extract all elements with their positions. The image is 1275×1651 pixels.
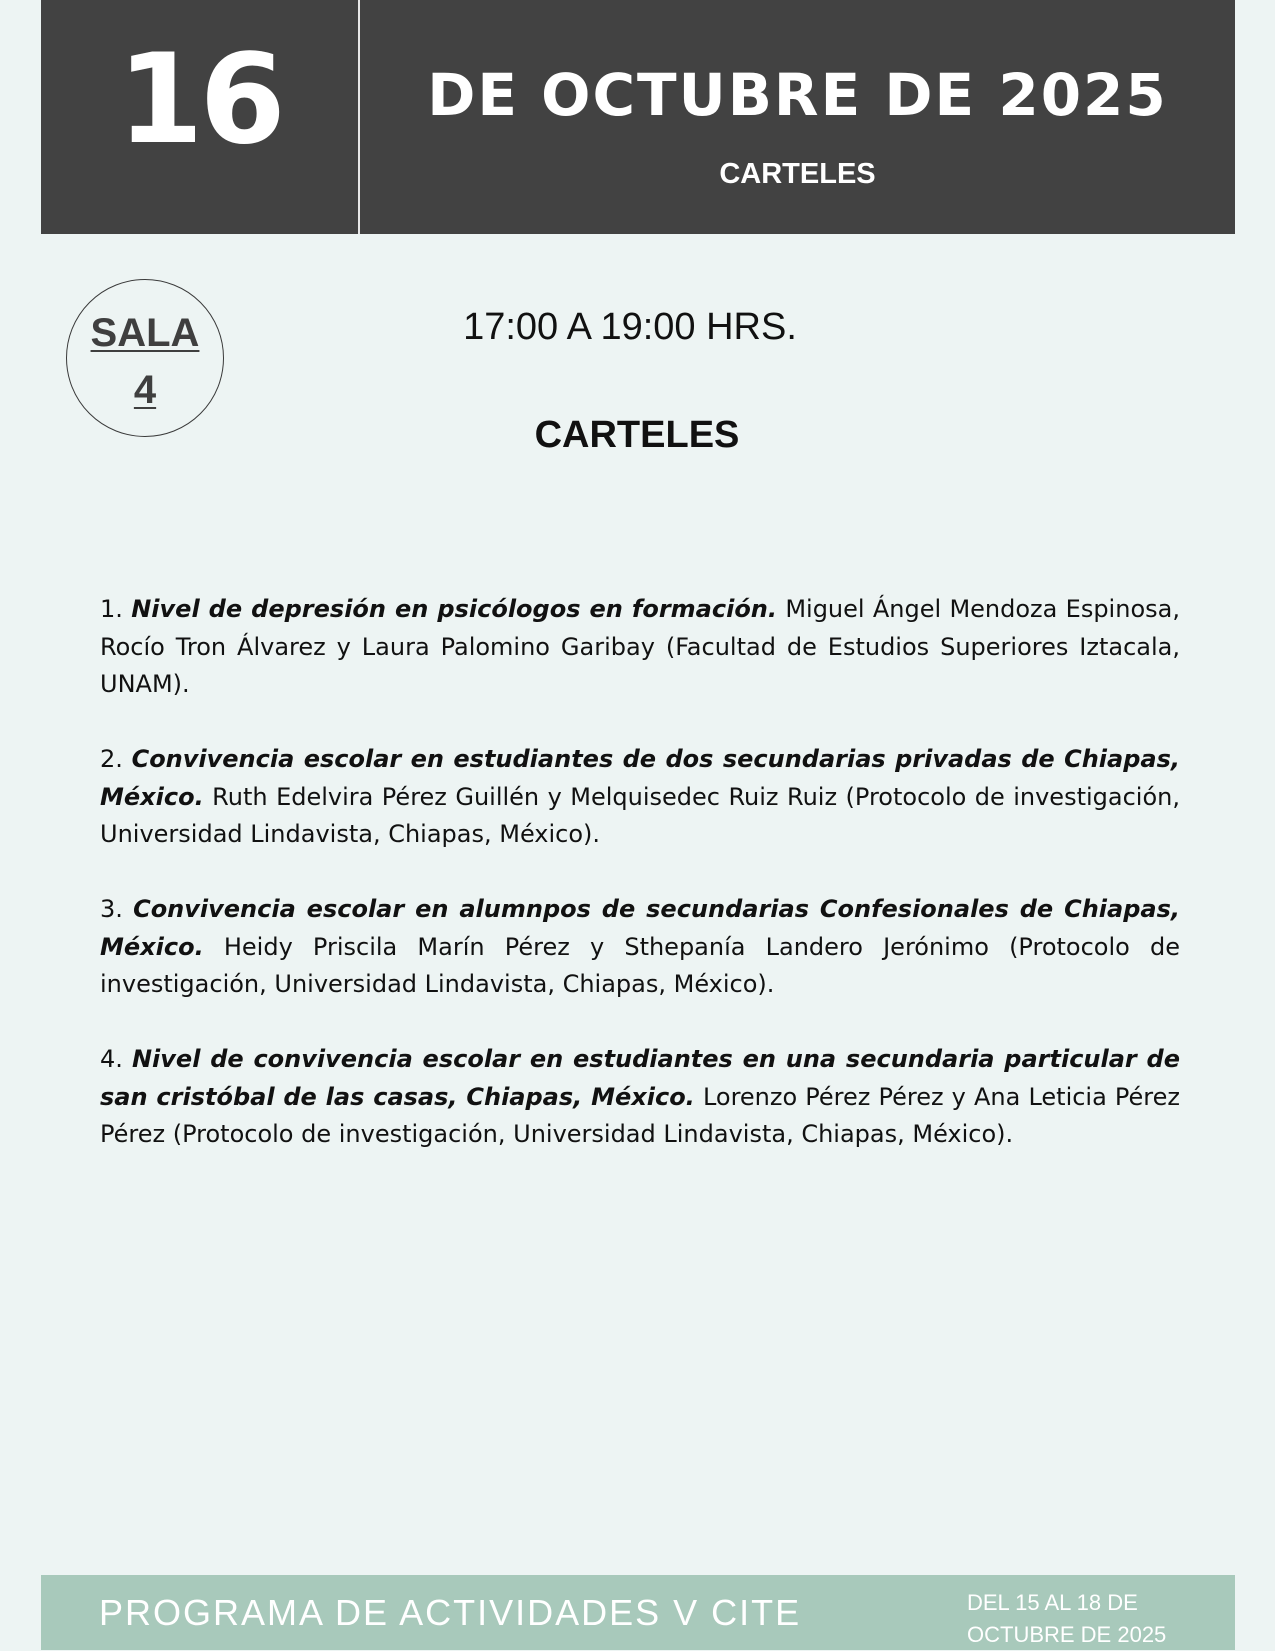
item-authors: Heidy Priscila Marín Pérez y Sthepanía Landero Jerónimo (Protocolo de investigación, Universidad Lindavista, Chiapas, México). [100, 932, 1180, 998]
room-badge [66, 279, 224, 437]
footer-dates-line2: OCTUBRE DE 2025 [967, 1622, 1167, 1647]
day-number: 16 [117, 28, 282, 172]
item-number: 1. [100, 595, 123, 623]
item-number: 3. [100, 895, 123, 923]
list-item [100, 741, 1180, 854]
item-title: Convivencia escolar en alumnpos de secundarias Confesionales de Chiapas, México. [100, 895, 1180, 961]
session-time: 17:00 A 19:00 HRS. [463, 306, 797, 348]
item-authors: Miguel Ángel Mendoza Espinosa, Rocío Tron Álvarez y Laura Palomino Garibay (Facultad de Estudios Superiores Iztacala, UNAM). [100, 595, 1180, 698]
session-title: CARTELES [534, 414, 740, 456]
list-item [100, 891, 1180, 1004]
item-title: Nivel de depresión en psicólogos en formación. [131, 595, 778, 623]
poster-list [100, 591, 1180, 1191]
item-number: 2. [100, 745, 123, 773]
item-title: Nivel de convivencia escolar en estudiantes en una secundaria particular de san cristóbal de las casas, Chiapas, México. [100, 1045, 1180, 1111]
item-authors: Ruth Edelvira Pérez Guillén y Melquisedec Ruiz Ruiz (Protocolo de investigación, Universidad Lindavista, Chiapas, México). [100, 782, 1180, 848]
header-banner [41, 0, 1235, 234]
item-authors: Lorenzo Pérez Pérez y Ana Leticia Pérez Pérez (Protocolo de investigación, Universidad Lindavista, Chiapas, México). [100, 1082, 1181, 1148]
list-item [100, 591, 1180, 704]
footer-banner [41, 1575, 1235, 1650]
room-label: SALA [90, 311, 200, 355]
list-item [100, 1041, 1180, 1154]
month-year-heading: DE OCTUBRE DE 2025 [427, 61, 1168, 129]
footer-dates-line1: DEL 15 AL 18 DE [967, 1590, 1138, 1615]
item-number: 4. [100, 1045, 123, 1073]
footer-dates [967, 1587, 1197, 1651]
room-number: 4 [133, 368, 157, 412]
item-title: Convivencia escolar en estudiantes de dos secundarias privadas de Chiapas, México. [100, 745, 1180, 811]
footer-title: PROGRAMA DE ACTIVIDADES V CITE [99, 1592, 802, 1633]
header-subtitle: CARTELES [719, 158, 876, 190]
